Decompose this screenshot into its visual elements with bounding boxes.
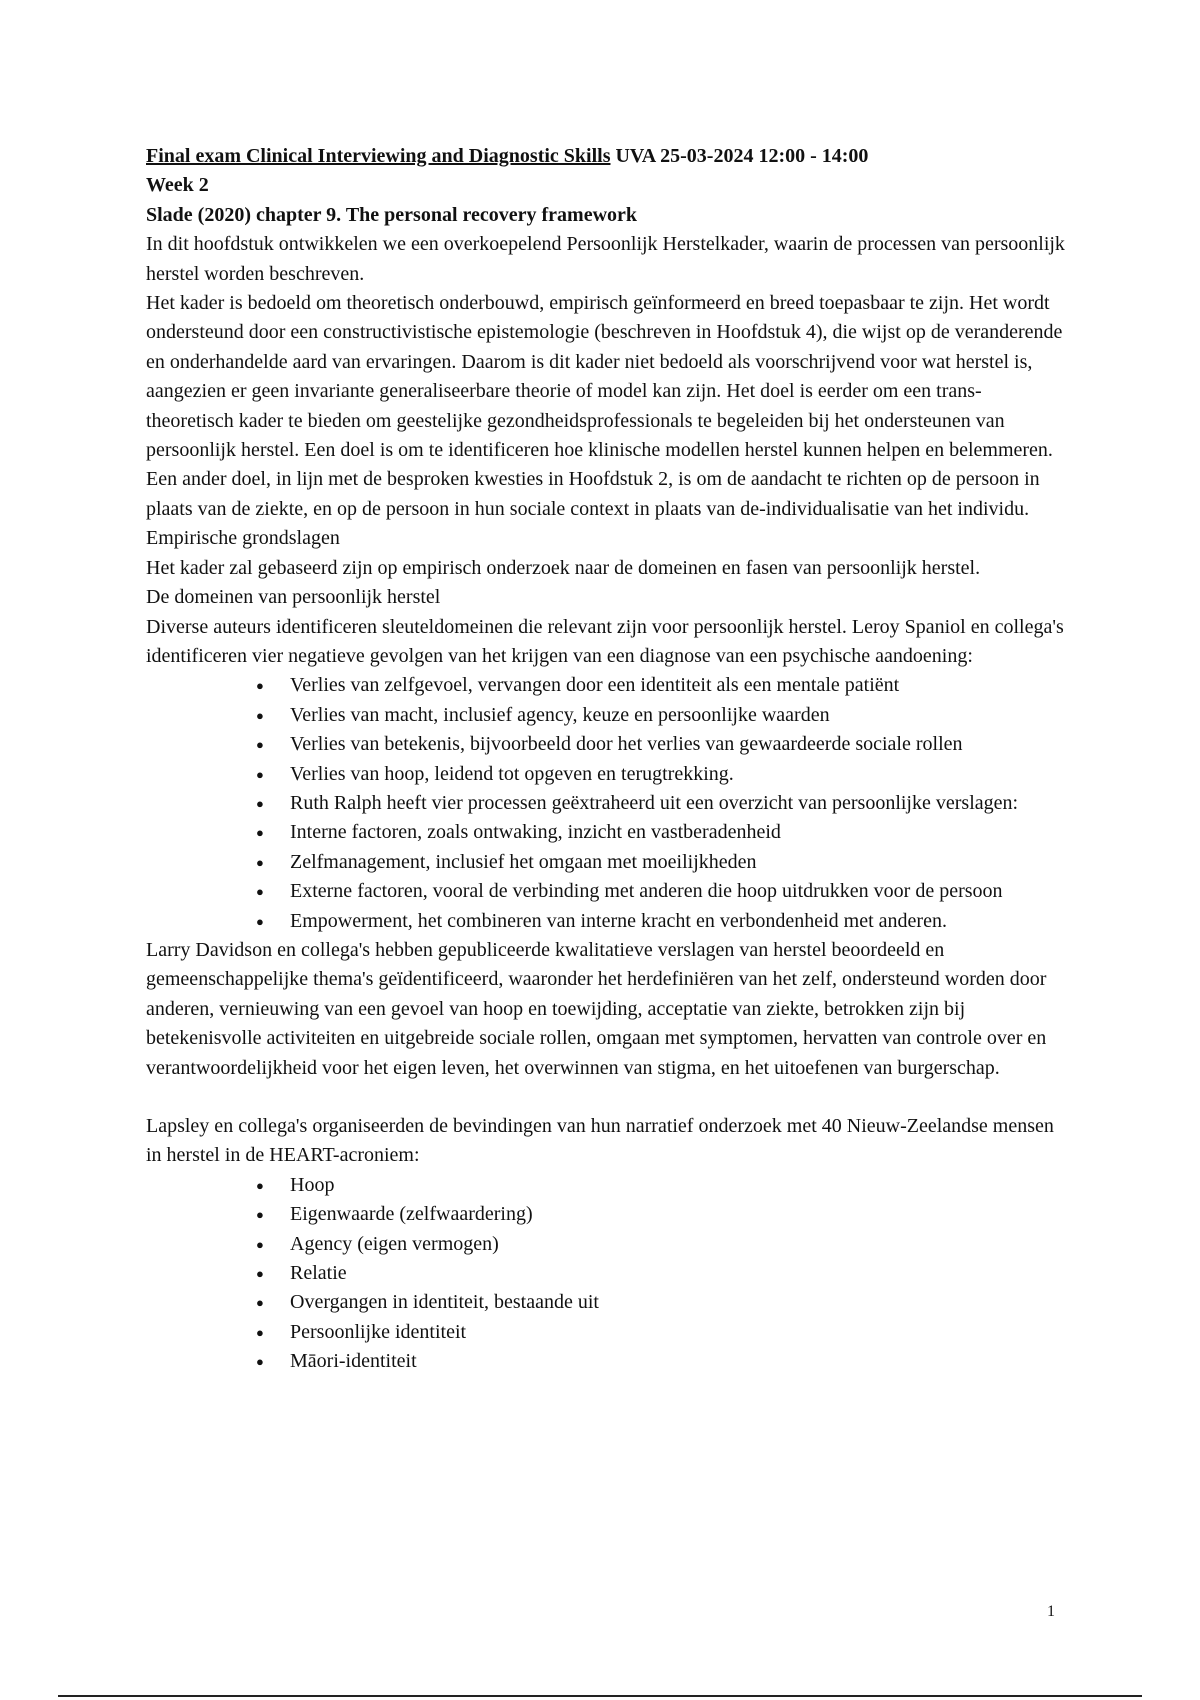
exam-meta: UVA 25-03-2024 12:00 - 14:00: [610, 145, 869, 167]
domains-paragraph: Diverse auteurs identificeren sleuteldomeinen die relevant zijn voor persoonlijk herstel. Leroy Spaniol en collega's identificeren vier negatieve gevolgen van het krijgen van een diagnose van een psychische aandoening:: [146, 615, 1064, 667]
exam-header-line: [146, 142, 1066, 171]
intro-paragraph-1: In dit hoofdstuk ontwikkelen we een overkoepelend Persoonlijk Herstelkader, waarin de processen van persoonlijk herstel worden beschreven.: [146, 233, 1065, 285]
empirical-heading: Empirische grondslagen: [146, 527, 340, 550]
list-item: ● Persoonlijke identiteit: [290, 1318, 1066, 1347]
list-item: ● Ruth Ralph heeft vier processen geëxtraheerd uit een overzicht van persoonlijke verslagen:: [290, 789, 1066, 818]
empirical-paragraph: Het kader zal gebaseerd zijn op empirisch onderzoek naar de domeinen en fasen van persoonlijk herstel.: [146, 556, 981, 579]
list-item: ● Hoop: [290, 1171, 1066, 1200]
list-item: ● Empowerment, het combineren van interne kracht en verbondenheid met anderen.: [290, 907, 1066, 936]
list-item: ● Verlies van zelfgevoel, vervangen door een identiteit als een mentale patiënt: [290, 671, 1066, 700]
heart-list: [146, 1171, 1066, 1377]
chapter-heading: Slade (2020) chapter 9. The personal recovery framework: [146, 203, 638, 226]
lapsley-paragraph: Lapsley en collega's organiseerden de bevindingen van hun narratief onderzoek met 40 Nieuw-Zeelandse mensen in herstel in de HEART-acroniem:: [146, 1115, 1054, 1167]
list-item: ● Externe factoren, vooral de verbinding met anderen die hoop uitdrukken voor de persoon: [290, 877, 1066, 906]
paragraph-gap: [146, 1083, 1066, 1112]
list-item: ● Relatie: [290, 1259, 1066, 1288]
list-item: ● Verlies van hoop, leidend tot opgeven en terugtrekking.: [290, 760, 1066, 789]
list-item: ● Zelfmanagement, inclusief het omgaan met moeilijkheden: [290, 848, 1066, 877]
week-heading: Week 2: [146, 174, 209, 197]
davidson-paragraph: Larry Davidson en collega's hebben gepubliceerde kwalitatieve verslagen van herstel beoordeeld en gemeenschappelijke thema's geïdentificeerd, waaronder het herdefiniëren van het zelf, ondersteund worden door anderen, vernieuwing van een gevoel van hoop en toewijding, acceptatie van ziekte, betrokken zijn bij betekenisvolle activiteiten en uitgebreide sociale rollen, omgaan met symptomen, hervatten van controle over en verantwoordelijkheid voor het eigen leven, het overwinnen van stigma, en het uitoefenen van burgerschap.: [146, 938, 1047, 1079]
intro-paragraph-2: Het kader is bedoeld om theoretisch onderbouwd, empirisch geïnformeerd en breed toepasbaar te zijn. Het wordt ondersteund door een constructivistische epistemologie (beschreven in Hoofdstuk 4), die wijst op de veranderende en onderhandelde aard van ervaringen. Daarom is dit kader niet bedoeld als voorschrijvend voor wat herstel is, aangezien er geen invariante generaliseerbare theorie of model kan zijn. Het doel is eerder om een trans-theoretisch kader te bieden om geestelijke gezondheidsprofessionals te begeleiden bij het ondersteunen van persoonlijk herstel. Een doel is om te identificeren hoe klinische modellen herstel kunnen helpen en belemmeren. Een ander doel, in lijn met de besproken kwesties in Hoofdstuk 2, is om de aandacht te richten op de persoon in plaats van de ziekte, en op de persoon in hun sociale context in plaats van de-individualisatie van het individu.: [146, 292, 1063, 520]
list-item: ● Māori-identiteit: [290, 1347, 1066, 1376]
list-item: ● Verlies van macht, inclusief agency, keuze en persoonlijke waarden: [290, 701, 1066, 730]
page-number: 1: [1047, 1603, 1055, 1620]
list-item: ● Agency (eigen vermogen): [290, 1230, 1066, 1259]
domains-heading: De domeinen van persoonlijk herstel: [146, 586, 441, 609]
domains-list: [146, 671, 1066, 936]
exam-title: Final exam Clinical Interviewing and Diagnostic Skills: [146, 145, 611, 167]
list-item: ● Eigenwaarde (zelfwaardering): [290, 1200, 1066, 1229]
footer-divider: [58, 1695, 1142, 1697]
list-item: ● Interne factoren, zoals ontwaking, inzicht en vastberadenheid: [290, 818, 1066, 847]
list-item: ● Overgangen in identiteit, bestaande uit: [290, 1288, 1066, 1317]
document-body: [146, 142, 1066, 1377]
list-item: ● Verlies van betekenis, bijvoorbeeld door het verlies van gewaardeerde sociale rollen: [290, 730, 1066, 759]
